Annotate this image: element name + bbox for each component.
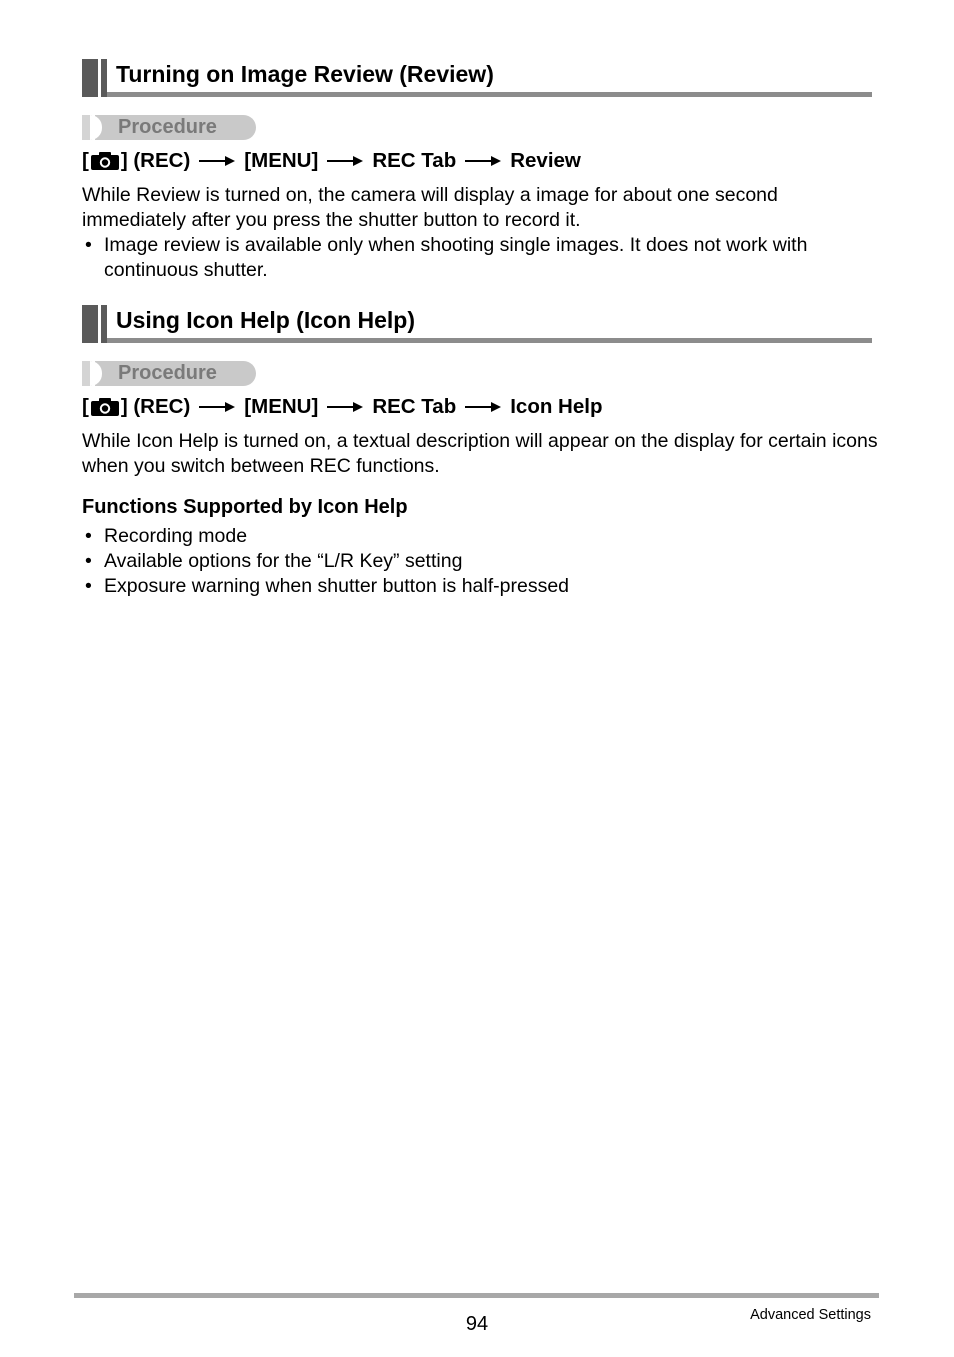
list-item: • Exposure warning when shutter button is half-pressed: [82, 574, 882, 599]
list-item: • Image review is available only when shooting single images. It does not work with continuous shutter.: [82, 233, 882, 283]
procedure-tag: [82, 361, 256, 386]
footer-rule: [74, 1293, 879, 1298]
procedure-tag: [82, 115, 256, 140]
path-setting: Icon Help: [510, 395, 603, 418]
menu-path: [82, 395, 602, 419]
page-number: 94: [465, 1313, 489, 1335]
subheading: Functions Supported by Icon Help: [82, 496, 408, 518]
path-rec: ] (REC): [120, 395, 191, 418]
heading-marker: [82, 59, 98, 97]
note-list: [82, 233, 882, 283]
functions-list: [82, 524, 882, 599]
path-rec: ] (REC): [120, 149, 191, 172]
camera-icon: [90, 151, 120, 171]
list-item: • Recording mode: [82, 524, 882, 549]
section-heading-icon-help: [82, 305, 872, 343]
path-setting: Review: [510, 149, 581, 172]
camera-icon: [90, 397, 120, 417]
arrow-right-icon: [199, 155, 235, 167]
arrow-right-icon: [465, 155, 501, 167]
procedure-label: Procedure: [118, 116, 217, 138]
body-paragraph: While Icon Help is turned on, a textual description will appear on the display for certain icons when you switch between REC functions.: [82, 430, 878, 477]
section-title: Turning on Image Review (Review): [116, 61, 494, 87]
path-rec-tab: REC Tab: [372, 395, 457, 418]
arrow-right-icon: [327, 401, 363, 413]
list-item: • Available options for the “L/R Key” setting: [82, 549, 882, 574]
path-rec-tab: REC Tab: [372, 149, 457, 172]
arrow-right-icon: [465, 401, 501, 413]
footer-section-label: Advanced Settings: [750, 1307, 871, 1323]
section-title: Using Icon Help (Icon Help): [116, 307, 416, 333]
section-heading-review: [82, 59, 872, 97]
arrow-right-icon: [199, 401, 235, 413]
path-bracket-open: [: [82, 149, 89, 172]
heading-marker: [82, 305, 98, 343]
path-bracket-open: [: [82, 395, 89, 418]
procedure-label: Procedure: [118, 362, 217, 384]
body-paragraph: While Review is turned on, the camera will display a image for about one second immediately after you press the shutter button to record it.: [82, 184, 778, 231]
arrow-right-icon: [327, 155, 363, 167]
menu-path: [82, 149, 581, 173]
heading-underline: [107, 338, 872, 343]
path-menu: [MENU]: [244, 395, 319, 418]
heading-underline: [107, 92, 872, 97]
path-menu: [MENU]: [244, 149, 319, 172]
